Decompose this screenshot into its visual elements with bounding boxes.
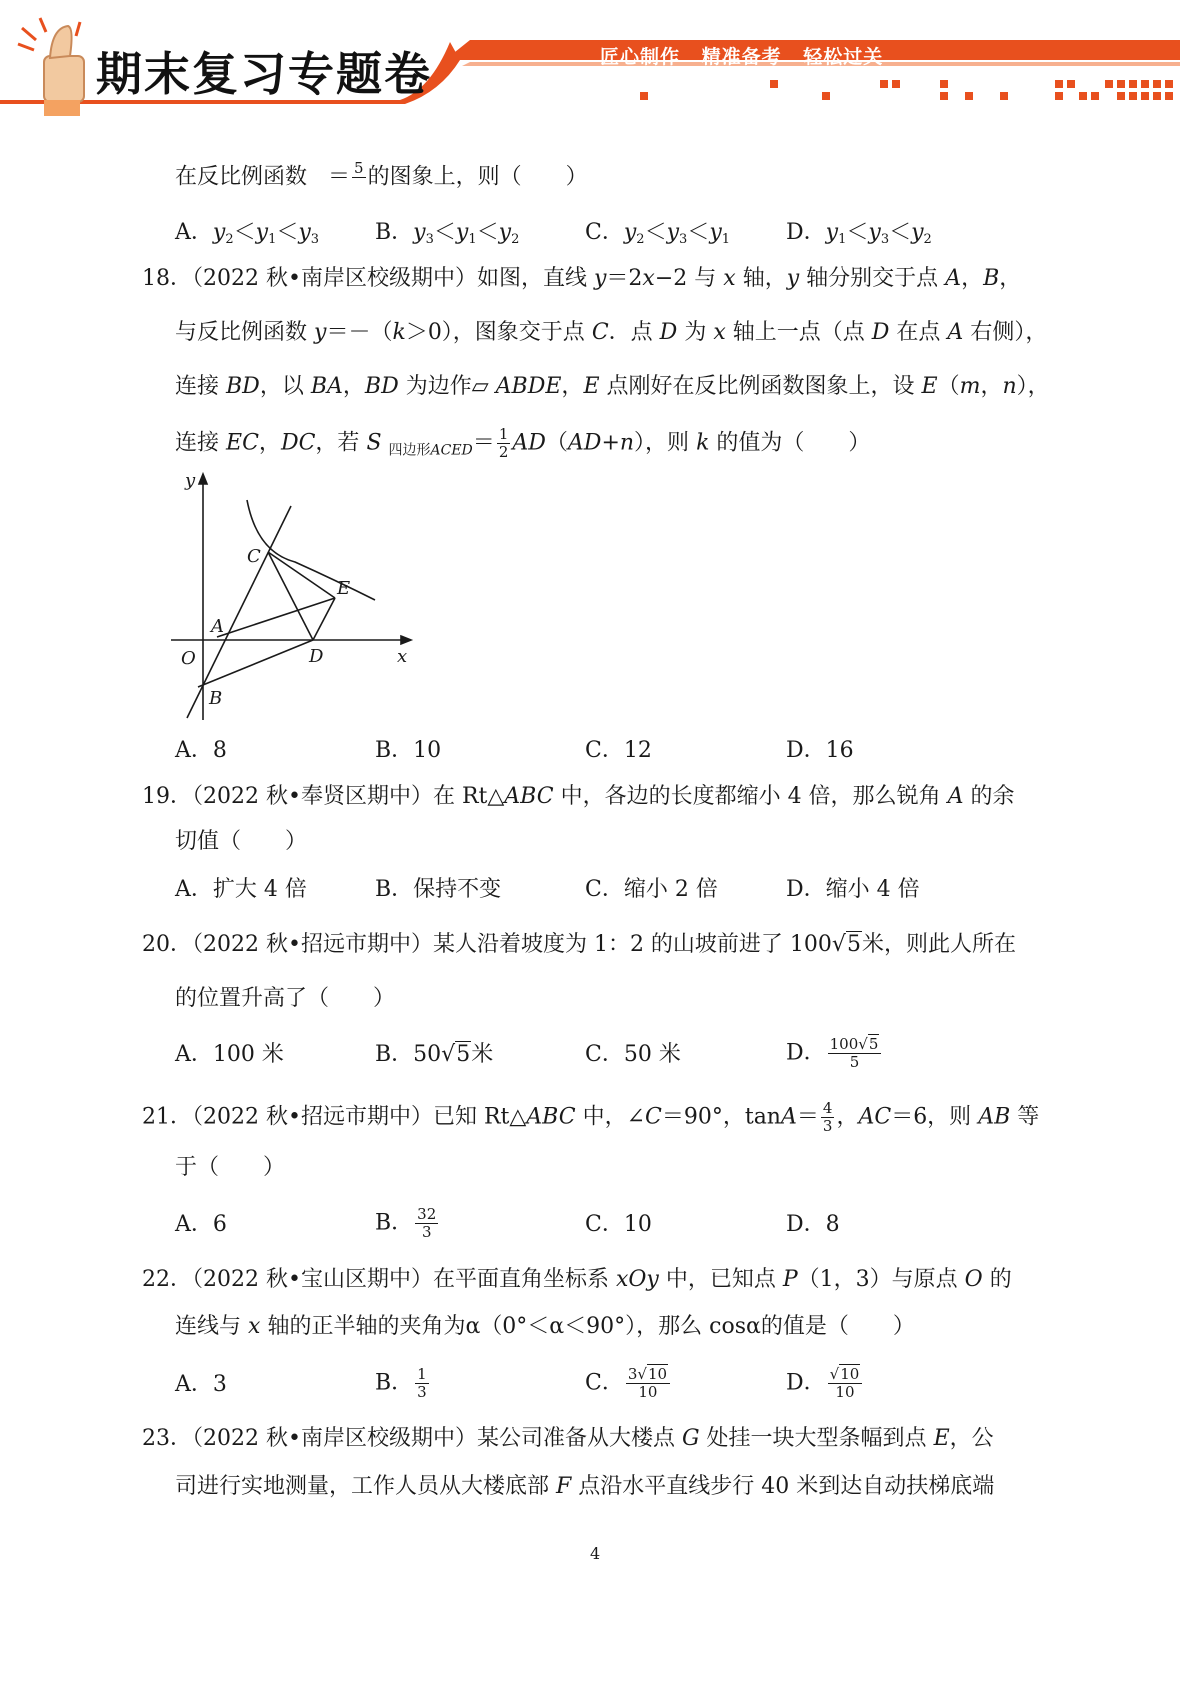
q20-option-b[interactable]: B．50√5米 [375,1042,494,1067]
q18-line-1: 18．（2022 秋•南岸区校级期中）如图，直线 y＝2x−2 与 x 轴，y 轴分别交于点 A，B， [142,266,1022,291]
q20-option-c[interactable]: C．50 米 [585,1042,681,1067]
q18-line-4: 连接 EC，DC，若 S $_{四边形ACED}$＝ $\frac{1}{2}$ AD（AD+n），则 k 的值为（ ） [175,425,871,461]
q19-option-a[interactable]: A．扩大 4 倍 [175,877,307,902]
header-title: 期末复习专题卷 [96,47,432,101]
q22-option-a[interactable]: A．3 [175,1372,227,1397]
label-a: A [211,616,224,637]
q17-option-c[interactable]: C．$y_2<y_3<y_1$ [585,220,731,247]
q21-option-a[interactable]: A．6 [175,1212,227,1237]
q17-stem: 在反比例函数 ＝ 5 的图象上，则（ ） [175,159,588,190]
segment-cd [268,552,313,640]
q22-line-1: 22．（2022 秋•宝山区期中）在平面直角坐标系 xOy 中，已知点 P（1，3）与原点 O 的 [142,1267,1012,1292]
q22-line-2: 连线与 x 轴的正半轴的夹角为α（0°＜α＜90°），那么 cosα的值是（ ） [175,1314,915,1339]
x-axis-arrow [401,636,411,644]
q17-option-d[interactable]: D．$y_1<y_3<y_2$ [786,220,932,247]
q20-option-d[interactable]: D． $\frac{100√5}{5}$ [786,1036,883,1071]
q19-option-c[interactable]: C．缩小 2 倍 [585,877,718,902]
segment-bd [198,640,313,687]
q19-line-1: 19．（2022 秋•奉贤区期中）在 Rt△ABC 中，各边的长度都缩小 4 倍，那么锐角 A 的余 [142,784,1015,809]
q18-option-b[interactable]: B．10 [375,738,442,763]
q22-option-c[interactable]: C． $\frac{3√10}{10}$ [585,1366,672,1401]
page-header [0,0,1191,120]
label-o: O [181,648,196,669]
q18-line-2: 与反比例函数 y＝－（k＞0），图象交于点 C．点 D 为 x 轴上一点（点 D 在点 A 右侧）， [175,320,1048,345]
q20-line-1: 20．（2022 秋•招远市期中）某人沿着坡度为 1：2 的山坡前进了 100√5米，则此人所在 [142,932,1016,957]
y-axis-arrow [199,474,207,484]
label-x: x [397,646,408,667]
q17-option-a[interactable]: A．$y_2<y_1<y_3$ [175,220,320,247]
label-d: D [309,646,324,667]
q18-figure [165,470,425,730]
label-e: E [337,578,351,599]
q20-option-a[interactable]: A．100 米 [175,1042,284,1067]
q20-line-2: 的位置升高了（ ） [175,986,396,1011]
label-c: C [247,546,261,567]
q18-option-d[interactable]: D．16 [786,738,854,763]
q21-line-2: 于（ ） [175,1155,286,1180]
q21-option-c[interactable]: C．10 [585,1212,652,1237]
page-number: 4 [590,1544,601,1563]
header-slogan: 匠心制作 精准备考 轻松过关 [600,46,884,68]
label-b: B [209,688,223,709]
q19-option-d[interactable]: D．缩小 4 倍 [786,877,920,902]
hyperbola-curve [247,500,375,600]
q22-option-d[interactable]: D． $\frac{√10}{10}$ [786,1366,864,1401]
q22-option-b[interactable]: B． $\frac{1}{3}$ [375,1365,427,1401]
q23-line-1: 23．（2022 秋•南岸区校级期中）某公司准备从大楼点 G 处挂一块大型条幅到点 E，公 [142,1426,994,1451]
q21-option-d[interactable]: D．8 [786,1212,840,1237]
q17-option-b[interactable]: B．$y_3<y_1<y_2$ [375,220,520,247]
q18-line-3: 连接 BD，以 BA，BD 为边作▱ ABDE，E 点刚好在反比例函数图象上，设 E（m，n）， [175,374,1050,399]
q19-option-b[interactable]: B．保持不变 [375,877,502,902]
label-y: y [185,470,196,491]
q18-option-c[interactable]: C．12 [585,738,652,763]
q21-option-b[interactable]: B． $\frac{32}{3}$ [375,1205,437,1241]
header-dots [640,80,1173,100]
q18-option-a[interactable]: A．8 [175,738,227,763]
q19-line-2: 切值（ ） [175,829,308,854]
q23-line-2: 司进行实地测量，工作人员从大楼底部 F 点沿水平直线步行 40 米到达自动扶梯底端 [175,1474,995,1499]
q21-line-1: 21．（2022 秋•招远市期中）已知 Rt△ABC 中，∠C＝90°，tanA＝ $\frac{4}{3}$ ，AC＝6，则 AB 等 [142,1099,1040,1135]
